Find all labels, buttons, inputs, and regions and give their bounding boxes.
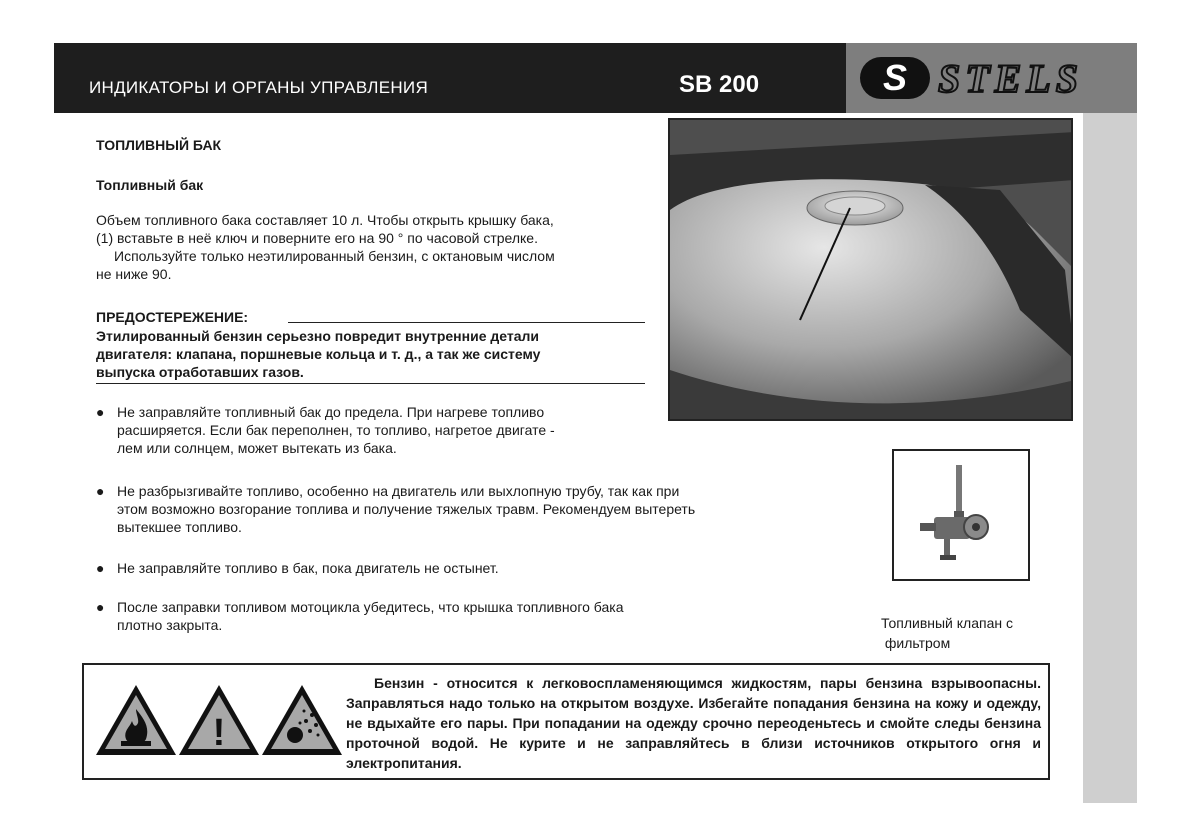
caption-line: Топливный клапан с xyxy=(881,615,1013,631)
side-strip xyxy=(1083,113,1137,803)
intro-line: (1) вставьте в неё ключ и поверните его на 90 ° по часовой стрелке. xyxy=(96,230,538,246)
warning-line: выпуска отработавших газов. xyxy=(96,364,304,380)
bullet-line: расширяется. Если бак переполнен, то топливо, нагретое двигате - xyxy=(117,422,555,438)
bullet-item xyxy=(96,598,776,634)
intro-line: не ниже 90. xyxy=(96,266,172,282)
warning-line: Этилированный бензин серьезно повредит внутренние детали xyxy=(96,328,540,344)
bullet-item xyxy=(96,482,816,536)
bullet-item xyxy=(96,403,656,457)
brand-logo xyxy=(846,43,1137,113)
fuel-valve-illustration xyxy=(894,451,1028,579)
bullet-item xyxy=(96,559,676,577)
logo-badge: S xyxy=(860,57,930,99)
valve-caption xyxy=(881,613,1051,653)
bullet-dot: ● xyxy=(96,404,105,420)
logo-wordmark: STELS xyxy=(938,56,1084,101)
warning-title: ПРЕДОСТЕРЕЖЕНИЕ: xyxy=(96,309,249,325)
danger-box xyxy=(82,663,1050,780)
bullet-line: Не заправляйте топливный бак до предела. При нагреве топливо xyxy=(117,404,545,420)
header-title: ИНДИКАТОРЫ И ОРГАНЫ УПРАВЛЕНИЯ xyxy=(89,78,429,97)
header-model: SB 200 xyxy=(679,71,760,98)
exclamation-icon xyxy=(177,683,261,758)
intro-line: Используйте только неэтилированный бензин, с октановым числом xyxy=(114,248,555,264)
bullet-dot: ● xyxy=(96,599,105,615)
bullet-dot: ● xyxy=(96,560,105,576)
header-bar xyxy=(54,43,846,113)
intro-paragraph xyxy=(96,211,641,283)
fuel-tank-photo xyxy=(668,118,1073,421)
bullet-line: плотно закрыта. xyxy=(117,617,223,633)
warning-rule xyxy=(288,322,645,323)
section-title: ТОПЛИВНЫЙ БАК xyxy=(96,137,222,153)
warning-body xyxy=(96,327,645,384)
danger-text: Бензин - относится к легковоспламеняющимся жидкостям, пары бензина взрывоопасны. Заправляться надо только на открытом воздухе. Избегайте попадания бензина на кожу и одежду, не вдыхайте его пары. При попадании на одежду срочно переоденьтесь и смойте следы бензина проточной водой. Не курите и не заправляйтесь в близи источников открытого огня и электропитания. xyxy=(346,675,1041,771)
bullet-dot: ● xyxy=(96,483,105,499)
bullet-line: вытекшее топливо. xyxy=(117,519,242,535)
section-subtitle: Топливный бак xyxy=(96,177,204,193)
warning-line: двигателя: клапана, поршневые кольца и т. д., а так же систему xyxy=(96,346,541,362)
bullet-line: Не разбрызгивайте топливо, особенно на двигатель или выхлопную трубу, так как при xyxy=(117,483,680,499)
flammable-icon xyxy=(94,683,178,758)
caption-line: фильтром xyxy=(881,635,951,651)
fuel-valve-photo xyxy=(892,449,1030,581)
explosive-icon xyxy=(260,683,344,758)
bullet-line: лем или солнцем, может вытекать из бака. xyxy=(117,440,397,456)
fuel-tank-illustration xyxy=(670,120,1073,421)
intro-line: Объем топливного бака составляет 10 л. Чтобы открыть крышку бака, xyxy=(96,212,554,228)
bullet-line: этом возможно возгорание топлива и получение тяжелых травм. Рекомендуем вытереть xyxy=(117,501,696,517)
bullet-line: Не заправляйте топливо в бак, пока двигатель не остынет. xyxy=(117,560,499,576)
exclamation-mark: ! xyxy=(212,712,226,754)
bullet-line: После заправки топливом мотоцикла убедитесь, что крышка топливного бака xyxy=(117,599,624,615)
